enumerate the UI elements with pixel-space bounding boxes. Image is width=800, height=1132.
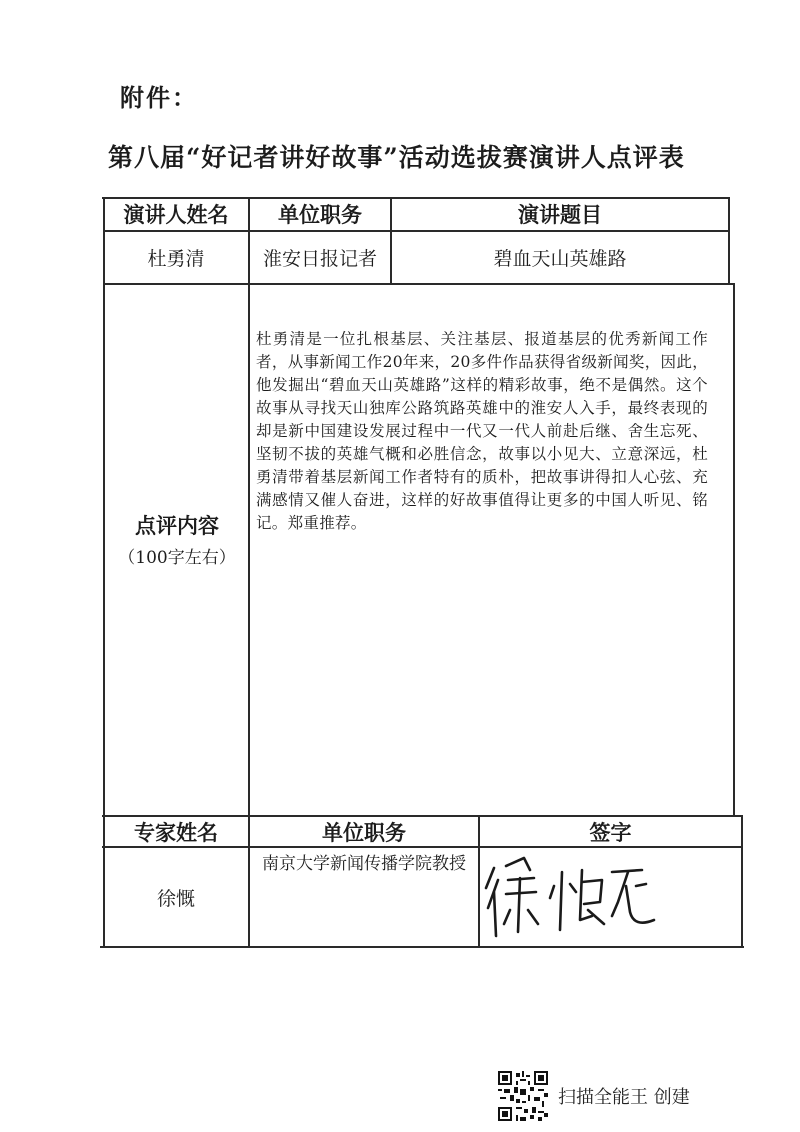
- scanner-watermark-text: 扫描全能王 创建: [558, 1087, 690, 1108]
- header-signature: 签字: [589, 820, 632, 845]
- speaker-unit: 淮安日报记者: [262, 247, 377, 270]
- handwritten-signature: [484, 850, 664, 940]
- speech-topic: 碧血天山英雄路: [493, 247, 627, 270]
- expert-unit: 南京大学新闻传播学院教授: [262, 853, 466, 874]
- header-speech-topic: 演讲题目: [518, 202, 602, 227]
- attachment-label: 附件：: [120, 83, 198, 112]
- review-label-note: （100字左右）: [118, 548, 236, 568]
- header-expert-name: 专家姓名: [134, 820, 218, 845]
- header-expert-unit: 单位职务: [322, 820, 406, 845]
- header-speaker-name: 演讲人姓名: [123, 202, 229, 227]
- header-speaker-unit: 单位职务: [278, 202, 362, 227]
- scanner-footer: [498, 1071, 690, 1121]
- document-title: 第八届“好记者讲好故事”活动选拔赛演讲人点评表: [108, 143, 685, 172]
- speaker-name: 杜勇清: [147, 247, 205, 270]
- review-label-title: 点评内容: [135, 513, 219, 538]
- qr-code-icon: [498, 1071, 548, 1121]
- review-content: 杜勇清是一位扎根基层、关注基层、报道基层的优秀新闻工作者，从事新闻工作20年来，20多件作品获得省级新闻奖，因此，他发掘出“碧血天山英雄路”这样的精彩故事，绝不是偶然。这个故事从寻找天山独库公路筑路英雄中的淮安人入手，最终表现的却是新中国建设发展过程中一代又一代人前赴后继、舍生忘死、坚韧不拔的英雄气概和必胜信念，故事以小见大、立意深远，杜勇清带着基层新闻工作者特有的质朴，把故事讲得扣人心弦、充满感情又催人奋进，这样的好故事值得让更多的中国人听见、铭记。郑重推荐。: [256, 330, 708, 532]
- expert-name: 徐慨: [156, 887, 195, 910]
- review-label: [104, 510, 250, 574]
